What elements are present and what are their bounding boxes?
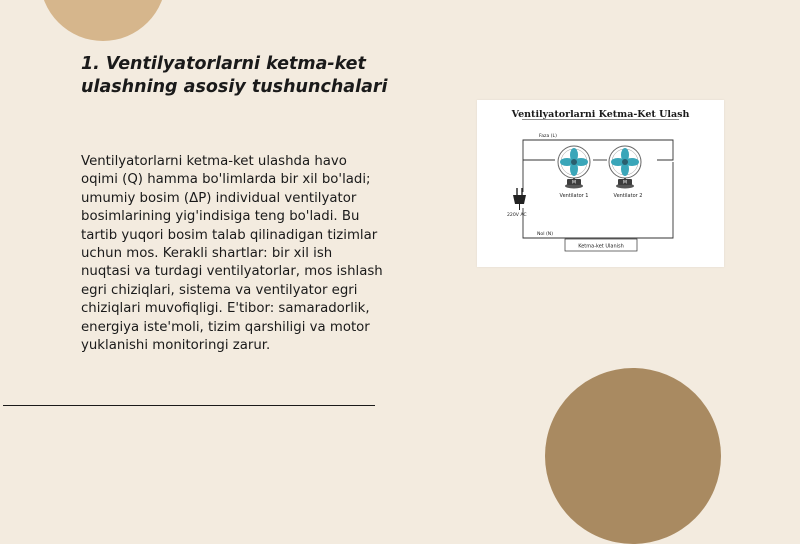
slide-title xyxy=(81,53,411,99)
body-line: yuklanishi monitoringi zarur. xyxy=(81,338,271,354)
figure-title: Ventilyatorlarni Ketma-Ket Ulash xyxy=(511,109,690,120)
body-line: umumiy bosim (ΔP) individual ventilyator xyxy=(81,190,357,206)
phase-label: Faza (L) xyxy=(539,134,557,139)
body-line: chiziqlari muvofiqligi. E'tibor: samaradorlik, xyxy=(81,301,370,317)
motor-label: M xyxy=(572,180,576,186)
neutral-label: Nol (N) xyxy=(537,232,554,237)
motor-label: M xyxy=(623,180,627,186)
fan-2-label: Ventilator 2 xyxy=(613,193,643,199)
slide-title-line-2: ulashning asosiy tushunchalari xyxy=(81,77,388,97)
body-line: bosimlarining yig'indisiga teng bo'ladi. Bu xyxy=(81,209,360,225)
fan-icon xyxy=(609,146,641,189)
circuit-diagram xyxy=(477,100,724,267)
body-line: tartib yuqori bosim talab qilinadigan tizimlar xyxy=(81,227,378,243)
body-line: uchun mos. Kerakli shartlar: bir xil ish xyxy=(81,246,333,262)
fan-icon xyxy=(558,146,590,189)
decorative-circle-bottom xyxy=(545,368,721,544)
figure-caption: Ketma-ket Ulanish xyxy=(578,243,624,250)
slide-body-text xyxy=(81,153,431,355)
body-line: energiya iste'moli, tizim qarshiligi va motor xyxy=(81,319,370,335)
body-line: oqimi (Q) hamma bo'limlarda bir xil bo'ladi; xyxy=(81,172,371,188)
body-line: Ventilyatorlarni ketma-ket ulashda havo xyxy=(81,154,347,169)
plug-icon xyxy=(513,188,526,210)
divider-line xyxy=(3,405,375,406)
body-line: nuqtasi va turdagi ventilyatorlar, mos ishlash xyxy=(81,264,383,280)
voltage-label: 220V AC xyxy=(507,213,527,218)
circuit-wires xyxy=(523,140,673,238)
fan-1-label: Ventilator 1 xyxy=(559,193,589,199)
decorative-circle-top xyxy=(40,0,166,41)
body-line: egri chiziqlari, sistema va ventilyator egri xyxy=(81,282,358,298)
circuit-figure xyxy=(477,100,724,267)
slide-title-line-1: 1. Ventilyatorlarni ketma-ket xyxy=(81,54,366,74)
